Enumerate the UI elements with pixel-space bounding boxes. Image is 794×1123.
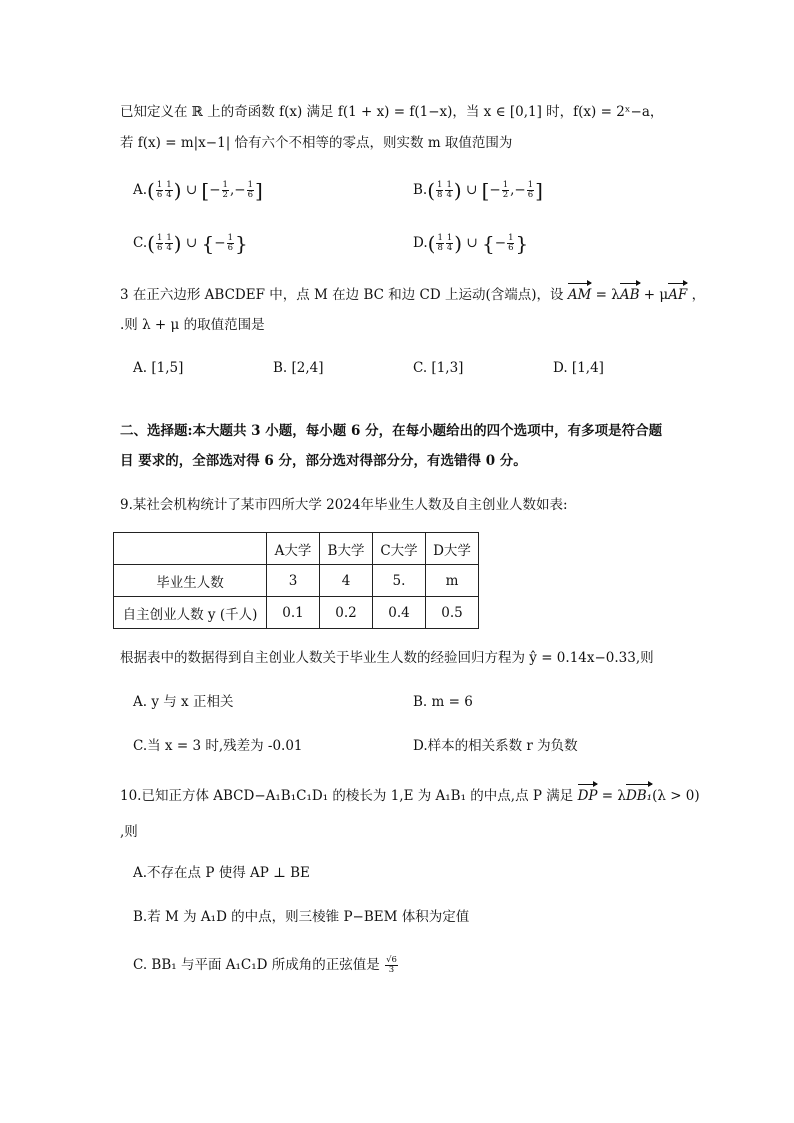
fraction: $\frac{1}{6}$ bbox=[508, 233, 514, 253]
table-cell: 0.1 bbox=[267, 597, 320, 629]
q9-option-a[interactable]: A. y 与 x 正相关 bbox=[133, 694, 234, 710]
fraction: $\frac{1}{6}$ bbox=[156, 180, 163, 200]
table-header-cell: A大学 bbox=[267, 533, 320, 565]
table-row bbox=[114, 565, 479, 597]
q10-stem-line1: 10.已知正方体 ABCD−A₁B₁C₁D₁ 的棱长为 1,E 为 A₁B₁ 的中点,点 P 满足 DP = λDB₁(λ > 0) bbox=[120, 788, 700, 804]
q8-stem-line2: 若 f(x) = m|x−1| 恰有六个不相等的零点，则实数 m 取值范围为 bbox=[120, 135, 513, 151]
fraction: $\frac{1}{6}$ bbox=[527, 180, 534, 200]
q10-option-a[interactable]: A.不存在点 P 使得 AP ⊥ BE bbox=[133, 865, 310, 881]
q3-option-d[interactable]: D. [1,4] bbox=[553, 360, 604, 376]
q9-option-c[interactable]: C.当 x = 3 时,残差为 -0.01 bbox=[133, 738, 303, 754]
table-cell: 毕业生人数 bbox=[114, 565, 267, 597]
table-cell: m bbox=[426, 565, 479, 597]
fraction: $\frac{1}{6}$ bbox=[156, 233, 163, 253]
q3-option-c[interactable]: C. [1,3] bbox=[413, 360, 464, 376]
table-cell: 0.4 bbox=[373, 597, 426, 629]
vector-ab: AB bbox=[619, 287, 640, 303]
q3-option-b[interactable]: B. [2,4] bbox=[273, 360, 324, 376]
q9-stem: 9.某社会机构统计了某市四所大学 2024年毕业生人数及自主创业人数如表: bbox=[120, 497, 568, 513]
table-row bbox=[114, 597, 479, 629]
table-header-cell: D大学 bbox=[426, 533, 479, 565]
table-cell: 自主创业人数 y (千人) bbox=[114, 597, 267, 629]
fraction: $\frac{1}{6}$ bbox=[247, 180, 253, 200]
fraction: $\frac{1}{8}$ bbox=[437, 180, 443, 200]
table-row bbox=[114, 533, 479, 565]
q3-stem-line2: .则 λ + μ 的取值范围是 bbox=[120, 317, 265, 333]
q10-option-b[interactable]: B.若 M 为 A₁D 的中点，则三棱锥 P−BEM 体积为定值 bbox=[133, 909, 470, 925]
q8-option-b[interactable]: B.( $\frac{1}{8}$ $\frac{1}{4}$ ) ∪ [− $\frac{1}{2}$ ,− $\frac{1}{6}$ ] bbox=[413, 178, 543, 203]
fraction: $\frac{√6}{3}$ bbox=[386, 955, 397, 975]
table-header-cell: B大学 bbox=[320, 533, 373, 565]
vector-dp: DP bbox=[577, 788, 598, 804]
q10-stem-line2: ,则 bbox=[120, 824, 138, 840]
q9-option-d[interactable]: D.样本的相关系数 r 为负数 bbox=[413, 738, 578, 754]
vector-am: AM bbox=[567, 287, 592, 303]
table-cell: 3 bbox=[267, 565, 320, 597]
section2-line1: 二、选择题:本大题共 3 小题，每小题 6 分，在每小题给出的四个选项中，有多项是符合题 bbox=[120, 423, 663, 439]
fraction: $\frac{1}{4}$ bbox=[166, 233, 172, 253]
vector-af: AF bbox=[668, 287, 688, 303]
q9-after-table: 根据表中的数据得到自主创业人数关于毕业生人数的经验回归方程为 ŷ = 0.14x−0.33,则 bbox=[120, 650, 654, 666]
q9-data-table bbox=[113, 532, 479, 629]
q8-stem-line1: 已知定义在 ℝ 上的奇函数 f(x) 满足 f(1 + x) = f(1−x)，当 x ∈ [0,1] 时，f(x) = 2ˣ−a， bbox=[120, 104, 664, 120]
q8-option-a[interactable]: A.( $\frac{1}{6}$ $\frac{1}{4}$ ) ∪ [− $\frac{1}{2}$ ,− $\frac{1}{6}$ ] bbox=[133, 178, 263, 203]
table-cell: 4 bbox=[320, 565, 373, 597]
q8-option-c[interactable]: C.( $\frac{1}{6}$ $\frac{1}{4}$ ) ∪ {− $\frac{1}{6}$ } bbox=[133, 231, 248, 256]
fraction: $\frac{1}{2}$ bbox=[502, 180, 509, 200]
q9-option-b[interactable]: B. m = 6 bbox=[413, 694, 473, 710]
q3-option-a[interactable]: A. [1,5] bbox=[133, 360, 184, 376]
q8-option-d[interactable]: D.( $\frac{1}{8}$ $\frac{1}{4}$ ) ∪ {− $\frac{1}{6}$ } bbox=[413, 231, 529, 256]
q10-option-c[interactable]: C. BB₁ 与平面 A₁C₁D 所成角的正弦值是 $\frac{√6}{3}$ bbox=[133, 955, 397, 975]
q3-stem-line1: 3 在正六边形 ABCDEF 中，点 M 在边 BC 和边 CD 上运动(含端点)，设 AM = λAB + μAF ， bbox=[120, 287, 706, 303]
section2-line2: 目 要求的，全部选对得 6 分，部分选对得部分分，有选错得 0 分。 bbox=[120, 453, 527, 469]
fraction: $\frac{1}{4}$ bbox=[446, 180, 452, 200]
table-cell: 0.2 bbox=[320, 597, 373, 629]
vector-db1: DB₁ bbox=[625, 788, 653, 804]
fraction: $\frac{1}{2}$ bbox=[222, 180, 228, 200]
table-cell: 5. bbox=[373, 565, 426, 597]
table-header-cell: C大学 bbox=[373, 533, 426, 565]
table-header-cell bbox=[114, 533, 267, 565]
fraction: $\frac{1}{4}$ bbox=[446, 233, 453, 253]
fraction: $\frac{1}{6}$ bbox=[227, 233, 233, 253]
fraction: $\frac{1}{4}$ bbox=[166, 180, 172, 200]
table-cell: 0.5 bbox=[426, 597, 479, 629]
fraction: $\frac{1}{8}$ bbox=[437, 233, 443, 253]
